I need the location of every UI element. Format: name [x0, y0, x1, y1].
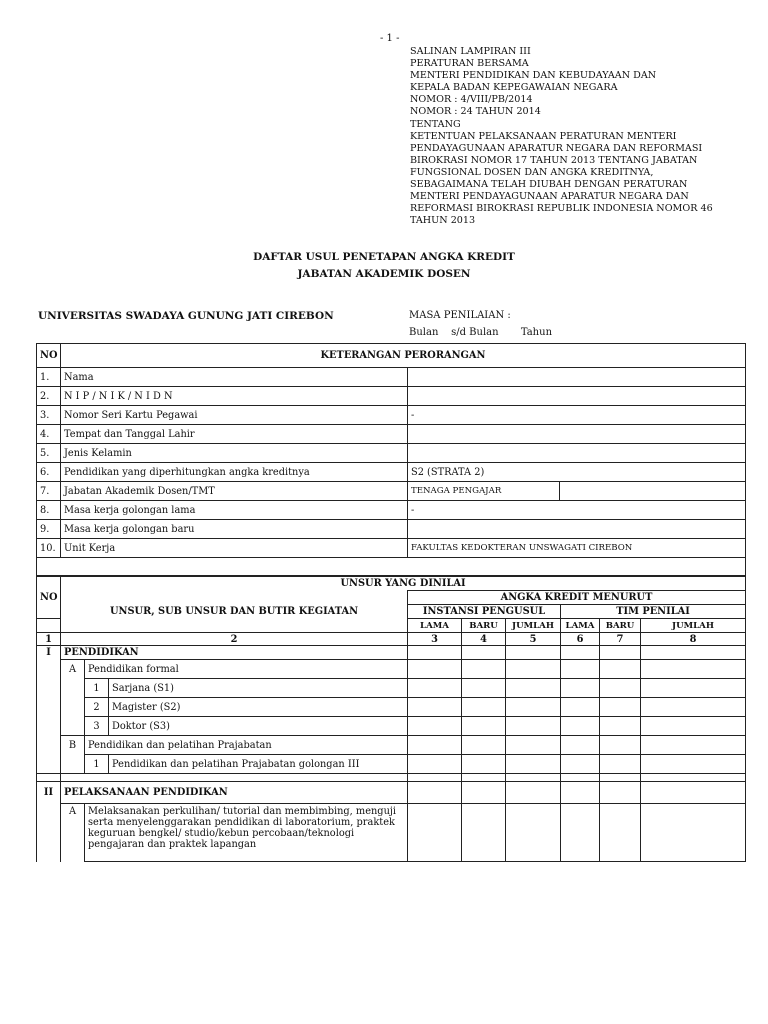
group-row	[37, 736, 746, 755]
sub-header-baru: BARU	[600, 619, 641, 633]
item-text: Magister (S2)	[109, 698, 408, 717]
sub-header-lama: LAMA	[408, 619, 462, 633]
header-line: NOMOR : 4/VIII/PB/2014	[410, 94, 533, 106]
row-number: 5.	[37, 444, 61, 463]
column-number: 4	[462, 633, 506, 646]
header-line: SEBAGAIMANA TELAH DIUBAH DENGAN PERATURAN	[410, 179, 688, 191]
item-text: Doktor (S3)	[109, 717, 408, 736]
section-row	[37, 646, 746, 660]
section-title: PELAKSANAAN PENDIDIKAN	[61, 782, 408, 804]
item-row	[37, 717, 746, 736]
row-label: Masa kerja golongan baru	[61, 520, 408, 539]
document-subtitle: JABATAN AKADEMIK DOSEN	[297, 268, 471, 280]
group-title: Pendidikan formal	[85, 660, 408, 679]
group-row	[37, 660, 746, 679]
column-number-row	[37, 633, 746, 646]
row-number: 3.	[37, 406, 61, 425]
regulation-header	[410, 46, 740, 227]
row-number: 7.	[37, 482, 61, 501]
row-label: Tempat dan Tanggal Lahir	[61, 425, 408, 444]
group-title: Pendidikan dan pelatihan Prajabatan	[85, 736, 408, 755]
header-line: MENTERI PENDIDIKAN DAN KEBUDAYAAN DAN	[410, 70, 657, 82]
row-label: Nama	[61, 368, 408, 387]
column-number: 3	[408, 633, 462, 646]
table-row	[37, 387, 746, 406]
personal-info-table	[36, 343, 746, 576]
row-label: Pendidikan yang diperhitungkan angka kreditnya	[61, 463, 408, 482]
item-row	[37, 698, 746, 717]
tim-penilai-header: TIM PENILAI	[561, 605, 746, 619]
item-row	[37, 679, 746, 698]
header-line: FUNGSIONAL DOSEN DAN ANGKA KREDITNYA,	[410, 166, 654, 178]
document-title: DAFTAR USUL PENETAPAN ANGKA KREDIT	[253, 251, 515, 263]
header-line: TAHUN 2013	[410, 215, 476, 227]
section-title: PENDIDIKAN	[61, 646, 408, 660]
header-line: MENTERI PENDAYAGUNAAN APARATUR NEGARA DAN	[410, 191, 689, 203]
row-value	[408, 387, 746, 406]
group-letter: A	[61, 804, 85, 862]
row-value	[408, 425, 746, 444]
row-label: Nomor Seri Kartu Pegawai	[61, 406, 408, 425]
row-number: 9.	[37, 520, 61, 539]
group-row	[37, 804, 746, 862]
row-label: Jabatan Akademik Dosen/TMT	[61, 482, 408, 501]
header-line: NOMOR : 24 TAHUN 2014	[410, 106, 541, 118]
row-value: -	[408, 406, 746, 425]
table-row	[37, 368, 746, 387]
header-line: KETENTUAN PELAKSANAAN PERATURAN MENTERI	[410, 130, 677, 142]
row-value: TENAGA PENGAJAR	[408, 482, 560, 501]
sub-header-lama: LAMA	[561, 619, 600, 633]
page-number: - 1 -	[380, 33, 400, 44]
col-unsur-header: UNSUR, SUB UNSUR DAN BUTIR KEGIATAN	[61, 591, 408, 633]
header-line: REFORMASI BIROKRASI REPUBLIK INDONESIA NOMOR 46	[410, 203, 713, 215]
header-line: SALINAN LAMPIRAN III	[410, 46, 531, 57]
table-row	[37, 463, 746, 482]
row-number: 10.	[37, 539, 61, 558]
sub-header-jumlah: JUMLAH	[506, 619, 561, 633]
table-row	[37, 444, 746, 463]
column-number: 5	[506, 633, 561, 646]
section-row	[37, 782, 746, 804]
column-number: 7	[600, 633, 641, 646]
item-number: 3	[85, 717, 109, 736]
row-value	[408, 368, 746, 387]
column-number: 2	[61, 633, 408, 646]
item-text: Sarjana (S1)	[109, 679, 408, 698]
row-number: 2.	[37, 387, 61, 406]
header-line: BIROKRASI NOMOR 17 TAHUN 2013 TENTANG JABATAN	[410, 154, 698, 166]
instansi-pengusul-header: INSTANSI PENGUSUL	[408, 605, 561, 619]
masa-penilaian-label: MASA PENILAIAN :	[409, 310, 511, 321]
row-value: FAKULTAS KEDOKTERAN UNSWAGATI CIREBON	[408, 539, 746, 558]
item-row	[37, 755, 746, 774]
item-number: 1	[85, 755, 109, 774]
item-number: 1	[85, 679, 109, 698]
table-row	[37, 501, 746, 520]
section-number: I	[37, 646, 61, 660]
bulan-tahun-label: Bulan s/d Bulan Tahun	[409, 327, 553, 338]
col-keterangan-header: KETERANGAN PERORANGAN	[61, 344, 746, 368]
header-line: TENTANG	[410, 118, 461, 130]
col-no-header: NO	[37, 344, 61, 368]
header-line: PENDAYAGUNAAN APARATUR NEGARA DAN REFORMASI	[410, 142, 703, 154]
row-label: Masa kerja golongan lama	[61, 501, 408, 520]
section-number: II	[37, 782, 61, 804]
row-number: 4.	[37, 425, 61, 444]
unsur-table	[36, 576, 746, 862]
column-number: 6	[561, 633, 600, 646]
group-letter: B	[61, 736, 85, 755]
row-value-tmt	[560, 482, 746, 501]
table-row	[37, 425, 746, 444]
group-title: Melaksanakan perkulihan/ tutorial dan membimbing, menguji serta menyelenggarakan pendidikan di laboratorium, praktek keguruan bengkel/ studio/kebun percobaan/teknologi pengajaran dan praktek lapangan	[85, 804, 408, 862]
row-value	[408, 444, 746, 463]
row-label: Jenis Kelamin	[61, 444, 408, 463]
row-label: N I P / N I K / N I D N	[61, 387, 408, 406]
item-number: 2	[85, 698, 109, 717]
group-letter: A	[61, 660, 85, 679]
column-number: 1	[37, 633, 61, 646]
table-row	[37, 406, 746, 425]
sub-header-jumlah: JUMLAH	[641, 619, 746, 633]
row-label: Unit Kerja	[61, 539, 408, 558]
row-number: 8.	[37, 501, 61, 520]
table-row	[37, 539, 746, 558]
item-text: Pendidikan dan pelatihan Prajabatan golongan III	[109, 755, 408, 774]
column-number: 8	[641, 633, 746, 646]
sub-header-baru: BARU	[462, 619, 506, 633]
row-number: 1.	[37, 368, 61, 387]
university-name: UNIVERSITAS SWADAYA GUNUNG JATI CIREBON	[38, 310, 334, 322]
row-value: -	[408, 501, 746, 520]
spacer-row	[37, 558, 746, 576]
col-no-header: NO	[37, 577, 61, 619]
header-line: KEPALA BADAN KEPEGAWAIAN NEGARA	[410, 82, 618, 94]
row-value: S2 (STRATA 2)	[408, 463, 746, 482]
row-number: 6.	[37, 463, 61, 482]
table-row	[37, 520, 746, 539]
table-row	[37, 482, 746, 501]
unsur-dinilai-header: UNSUR YANG DINILAI	[61, 577, 746, 591]
header-line: PERATURAN BERSAMA	[410, 58, 529, 70]
angka-kredit-header: ANGKA KREDIT MENURUT	[408, 591, 746, 605]
row-value	[408, 520, 746, 539]
